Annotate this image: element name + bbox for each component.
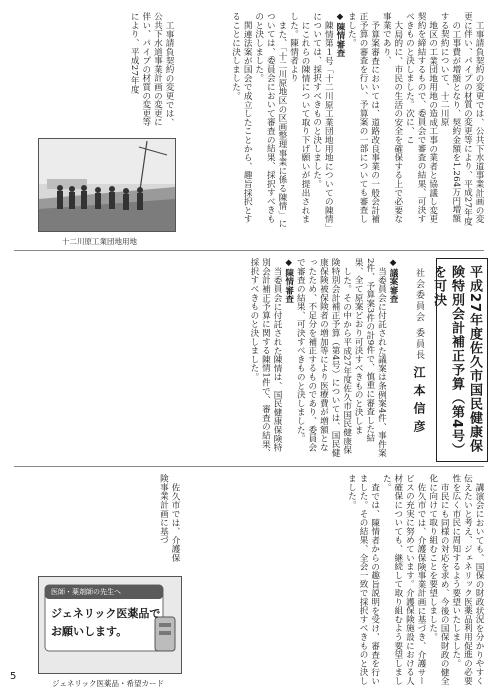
paragraph: にこれらの陳情について取り下げ願いが提出されました。陳情者より	[288, 12, 311, 223]
paragraph: 陳情第１号「十二川原工業団地用地についての陳情」については、採択すべきものと決しました。	[311, 12, 334, 228]
article-title: 平成27年度佐久市国民健康保険特別会計補正予算（第4号）を可決	[436, 258, 488, 462]
paragraph: 当委員会に付託された議案は条例案4件、事件案2件、予算案3件の計9件で、慎重に審査した結果、全て原案どおり可決すべきものと決しま	[353, 258, 387, 458]
paragraph: 佐久市では、介護保険事業計画に基づ	[158, 474, 180, 562]
generic-drug-card-photo	[38, 576, 182, 674]
bottom-text-right	[184, 474, 484, 686]
construction-site-photo	[38, 138, 176, 232]
top-text-right	[178, 12, 484, 230]
page-number: 5	[10, 671, 17, 682]
paragraph: 佐久市では、介護保険事業計画に基づき、介護サービスの充実に努めています。介護保険施設における人材確保についても、継続して取り組むよう要望しました。	[381, 474, 427, 686]
section-divider	[14, 466, 484, 467]
photo-caption: 十二川原工業団地用地	[62, 237, 137, 246]
section-heading: ◆陳情審査	[334, 12, 345, 58]
committee-name: 社会委員会	[414, 268, 424, 323]
paragraph: 講演会においても、国保の財政状況を分かりやすく伝えたいと考え、ジェネリック医薬品利用促進の必要性を広く市民に周知するよう要望いたしました。	[450, 474, 484, 686]
card-line-3: お願いします。	[51, 625, 128, 638]
paragraph: また、「十二川原地区の区画整理事業に係る陳情」については、委員会において審査の結果、採択すべきものと決しました。	[253, 12, 287, 228]
paragraph: 工事請負契約の変更では、公共下水道事業計画の変更に伴い、パイプの材質の変更等により、平成27年度	[462, 12, 484, 226]
paragraph: 大局的に、市民の生活の安全を確保する上で必要な事業であり、	[381, 12, 403, 223]
paragraph: 予算案審査においては、道路改良事業の一般会計補正予算の審査を行い、予算案の一部についても審査しました。	[346, 12, 380, 224]
byline	[404, 268, 428, 458]
author-name: 江本信彦	[412, 365, 426, 438]
photo-caption: ジェネリック医薬品・希望カード	[52, 679, 165, 688]
section-heading: ◆陳情審査	[283, 258, 294, 304]
paragraph: 査では、陳情者からの趣旨説明を受け、審査を行いました。その結果、全会一致で採択すべきものと決しました。	[346, 474, 380, 686]
section-heading: ◆議案審査	[388, 258, 398, 304]
paragraph: 市民にも同様の対応を求め、今後の国保財政の健全化に向けて取り組むことを要望しました。	[427, 474, 450, 685]
section-divider	[14, 250, 484, 251]
top-text-left	[38, 12, 174, 132]
card-line-1: 医師・薬剤師の先生へ	[51, 588, 121, 596]
card-line-2: ジェネリック医薬品で	[51, 607, 161, 620]
paragraph: の工事費が増額となり、契約金額を1,264万円増額する契約について、十二川原	[439, 12, 461, 223]
paragraph: 地区の工業団地用地の造成工事の業者と協議し変更契約を締結するもので、委員会で審査の結果、可決すべきものと決しました。次に、こ	[404, 12, 438, 224]
paragraph: 当委員会に付託された陳情は、国民健康保険特別会計補正予算に関する陳情1件で、審査の結果、採択すべきものと決しました。	[248, 258, 283, 458]
bottom-text-left	[38, 474, 180, 566]
paragraph: 工事請負契約の変更では、公共下水道事業計画の変更に伴い、パイプの材質の変更等により、平成27年度	[129, 12, 174, 127]
middle-text	[14, 258, 398, 458]
construction-site-image	[39, 139, 175, 231]
paragraph: した。その中から平成27年度佐久市国民健康保険特別会計補正予算（第4号）については、国民健康保険被保険者の増加等により医療費が増額となったため、不足分を補正するものであり、委員会で審査の結果、可決すべきものと決しました。	[295, 258, 352, 458]
byline-role: 委員長	[414, 327, 424, 361]
paragraph: 関連法案が国会で成立したことから、趣旨採択とすることに決しました。	[230, 12, 253, 223]
